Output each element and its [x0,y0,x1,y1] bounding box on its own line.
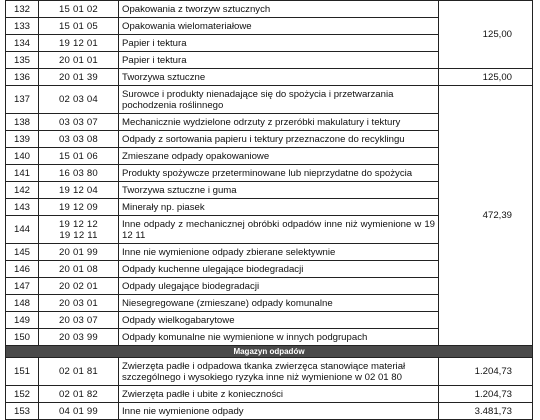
row-number: 136 [6,69,39,86]
waste-description: Odpady z sortowania papieru i tektury przeznaczone do recyklingu [119,131,439,148]
waste-description: Surowce i produkty nienadające się do spożycia i przetwarzania pochodzenia roślinnego [119,86,439,114]
waste-table [5,0,533,420]
row-number: 149 [6,312,39,329]
waste-description: Minerały np. piasek [119,199,439,216]
waste-code: 15 01 02 [39,1,119,18]
waste-description: Papier i tektura [119,35,439,52]
row-number: 153 [6,403,39,420]
row-number: 152 [6,386,39,403]
waste-code: 20 01 99 [39,244,119,261]
waste-description: Inne odpady z mechanicznej obróbki odpadów inne niż wymienione w 19 12 11 [119,216,439,244]
waste-code: 15 01 05 [39,18,119,35]
row-number: 139 [6,131,39,148]
waste-description: Odpady komunalne nie wymienione w innych podgrupach [119,329,439,346]
amount-cell: 1.204,73 [439,358,533,386]
waste-description: Opakowania wielomateriałowe [119,18,439,35]
waste-description: Odpady wielkogabarytowe [119,312,439,329]
amount-cell: 3.481,73 [439,403,533,420]
waste-description: Opakowania z tworzyw sztucznych [119,1,439,18]
row-number: 141 [6,165,39,182]
waste-description: Produkty spożywcze przeterminowane lub nieprzydatne do spożycia [119,165,439,182]
row-number: 143 [6,199,39,216]
row-number: 145 [6,244,39,261]
waste-code-line: 19 12 11 [59,229,98,241]
waste-code: 16 03 80 [39,165,119,182]
row-number: 135 [6,52,39,69]
waste-code: 02 01 82 [39,386,119,403]
table-row [6,358,533,386]
row-number: 140 [6,148,39,165]
waste-description: Zwierzęta padłe i odpadowa tkanka zwierzęca stanowiące materiał szczególnego i wysokiego ryzyka inne niż wymienione w 02 01 80 [119,358,439,386]
waste-code: 20 03 01 [39,295,119,312]
waste-description: Odpady kuchenne ulegające biodegradacji [119,261,439,278]
waste-description: Papier i tektura [119,52,439,69]
waste-description: Inne nie wymienione odpady [119,403,439,420]
row-number: 144 [6,216,39,244]
waste-code-line: 19 12 12 [59,218,98,230]
waste-description: Zmieszane odpady opakowaniowe [119,148,439,165]
waste-description: Zwierzęta padłe i ubite z konieczności [119,386,439,403]
waste-code: 19 12 09 [39,199,119,216]
row-number: 133 [6,18,39,35]
waste-code: 20 02 01 [39,278,119,295]
row-number: 146 [6,261,39,278]
waste-code: 02 01 81 [39,358,119,386]
waste-code: 20 01 39 [39,69,119,86]
waste-code: 20 03 99 [39,329,119,346]
table-row [6,386,533,403]
row-number: 147 [6,278,39,295]
waste-description: Mechanicznie wydzielone odrzuty z przeróbki makulatury i tektury [119,114,439,131]
row-number: 137 [6,86,39,114]
row-number: 142 [6,182,39,199]
waste-description: Tworzywa sztuczne i guma [119,182,439,199]
amount-cell: 125,00 [439,1,533,69]
amount-cell: 472,39 [439,86,533,346]
waste-code: 20 01 08 [39,261,119,278]
waste-code: 20 03 07 [39,312,119,329]
table-row [6,1,533,18]
waste-code [39,216,119,244]
row-number: 134 [6,35,39,52]
row-number: 138 [6,114,39,131]
waste-description: Inne nie wymienione odpady zbierane selektywnie [119,244,439,261]
waste-code: 02 03 04 [39,86,119,114]
table-row [6,403,533,420]
waste-description: Odpady ulegające biodegradacji [119,278,439,295]
waste-code: 19 12 04 [39,182,119,199]
waste-description: Tworzywa sztuczne [119,69,439,86]
waste-code: 19 12 01 [39,35,119,52]
row-number: 151 [6,358,39,386]
amount-cell: 1.204,73 [439,386,533,403]
amount-cell: 125,00 [439,69,533,86]
row-number: 150 [6,329,39,346]
waste-code: 15 01 06 [39,148,119,165]
row-number: 148 [6,295,39,312]
waste-code: 04 01 99 [39,403,119,420]
table-row [6,69,533,86]
section-separator-row [6,346,533,358]
waste-code: 03 03 08 [39,131,119,148]
section-title: Magazyn odpadów [6,346,533,358]
table-row [6,86,533,114]
waste-code: 03 03 07 [39,114,119,131]
waste-description: Niesegregowane (zmieszane) odpady komunalne [119,295,439,312]
row-number: 132 [6,1,39,18]
waste-code: 20 01 01 [39,52,119,69]
